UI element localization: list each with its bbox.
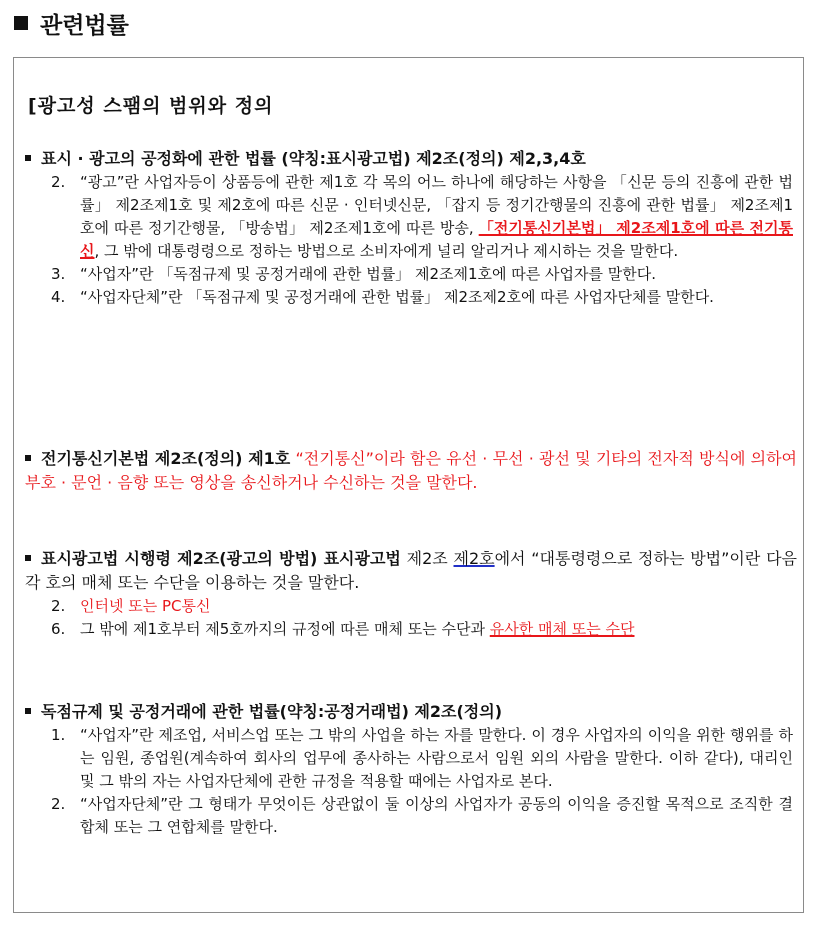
underline-blue: 제2호 — [453, 549, 495, 568]
highlight-red: 「전기통신기본법」 제2조제1호에 따른 전기통신 — [80, 219, 793, 260]
clause-list — [25, 724, 797, 839]
definition-red: “전기통신”이라 함은 유선 · 무선 · 광선 및 기타의 전자적 방식에 의하여 부호 · 문언 · 음향 또는 영상을 송신하거나 수신하는 것을 말한다. — [25, 449, 797, 492]
section-fair-trade-act — [25, 700, 797, 839]
square-bullet-icon — [25, 555, 31, 561]
section-telecom-basic-act — [25, 447, 797, 495]
square-bullet-icon — [25, 155, 31, 161]
clause-item: 3. “사업자”란 「독점규제 및 공정거래에 관한 법률」 제2조제1호에 따른 사업자를 말한다. — [51, 265, 656, 283]
clause-item: 2. 인터넷 또는 PC통신 — [51, 597, 211, 615]
clause-item: 2. “광고”란 사업자등이 상품등에 관한 제1호 각 목의 어느 하나에 해당하는 사항을 「신문 등의 진흥에 관한 법률」 제2조제1호 및 제2호에 따른 신문 · 인터넷신문, 「잡지 등 정기간행물의 진흥에 관한 법률」 제2조제1호에 따른 정기간행물, 「방송법」 제2조제1호에 따른 방송, 「전기통신기본법」 제2조제1호에 따른 전기통신, 그 밖에 대통령령으로 정하는 방법으로 소비자에게 널리 알리거나 제시하는 것을 말한다. — [51, 173, 793, 260]
section-enforcement-decree — [25, 547, 797, 641]
square-bullet-icon — [14, 16, 28, 30]
square-bullet-icon — [25, 455, 31, 461]
box-title: [광고성 스팸의 범위와 정의 — [28, 95, 274, 117]
section-heading: 표시 · 광고의 공정화에 관한 법률 (약칭:표시광고법) 제2조(정의) 제2,3,4호 — [25, 147, 797, 171]
highlight-red: 유사한 매체 또는 수단 — [489, 620, 635, 638]
clause-item: 4. “사업자단체”란 「독점규제 및 공정거래에 관한 법률」 제2조제2호에 따른 사업자단체를 말한다. — [51, 288, 714, 306]
clause-item: 1. “사업자”란 제조업, 서비스업 또는 그 밖의 사업을 하는 자를 말한다. 이 경우 사업자의 이익을 위한 행위를 하는 임원, 종업원(계속하여 회사의 업무에 종사하는 사람으로서 임원 외의 사람을 말한다. 이하 같다), 대리인 및 그 밖의 자는 사업자단체에 관한 규정을 적용할 때에는 사업자로 본다. — [51, 726, 793, 790]
clause-item: 6. 그 밖에 제1호부터 제5호까지의 규정에 따른 매체 또는 수단과 유사한 매체 또는 수단 — [51, 620, 635, 638]
clause-list — [25, 171, 797, 309]
section-display-ad-act — [25, 147, 797, 309]
clause-list — [25, 595, 797, 641]
section-heading: 전기통신기본법 제2조(정의) 제1호 “전기통신”이라 함은 유선 · 무선 · 광선 및 기타의 전자적 방식에 의하여 부호 · 문언 · 음향 또는 영상을 송신하거나 수신하는 것을 말한다. — [25, 449, 797, 492]
page-heading-text: 관련법률 — [40, 12, 129, 39]
section-heading: 독점규제 및 공정거래에 관한 법률(약칭:공정거래법) 제2조(정의) — [25, 700, 797, 724]
clause-item: 2. “사업자단체”란 그 형태가 무엇이든 상관없이 둘 이상의 사업자가 공동의 이익을 증진할 목적으로 조직한 결합체 또는 그 연합체를 말한다. — [51, 795, 793, 836]
section-heading: 표시광고법 시행령 제2조(광고의 방법) 표시광고법 제2조 제2호에서 “대통령령으로 정하는 방법”이란 다음 각 호의 매체 또는 수단을 이용하는 것을 말한다. — [25, 549, 797, 592]
page-heading — [14, 6, 129, 40]
square-bullet-icon — [25, 708, 31, 714]
